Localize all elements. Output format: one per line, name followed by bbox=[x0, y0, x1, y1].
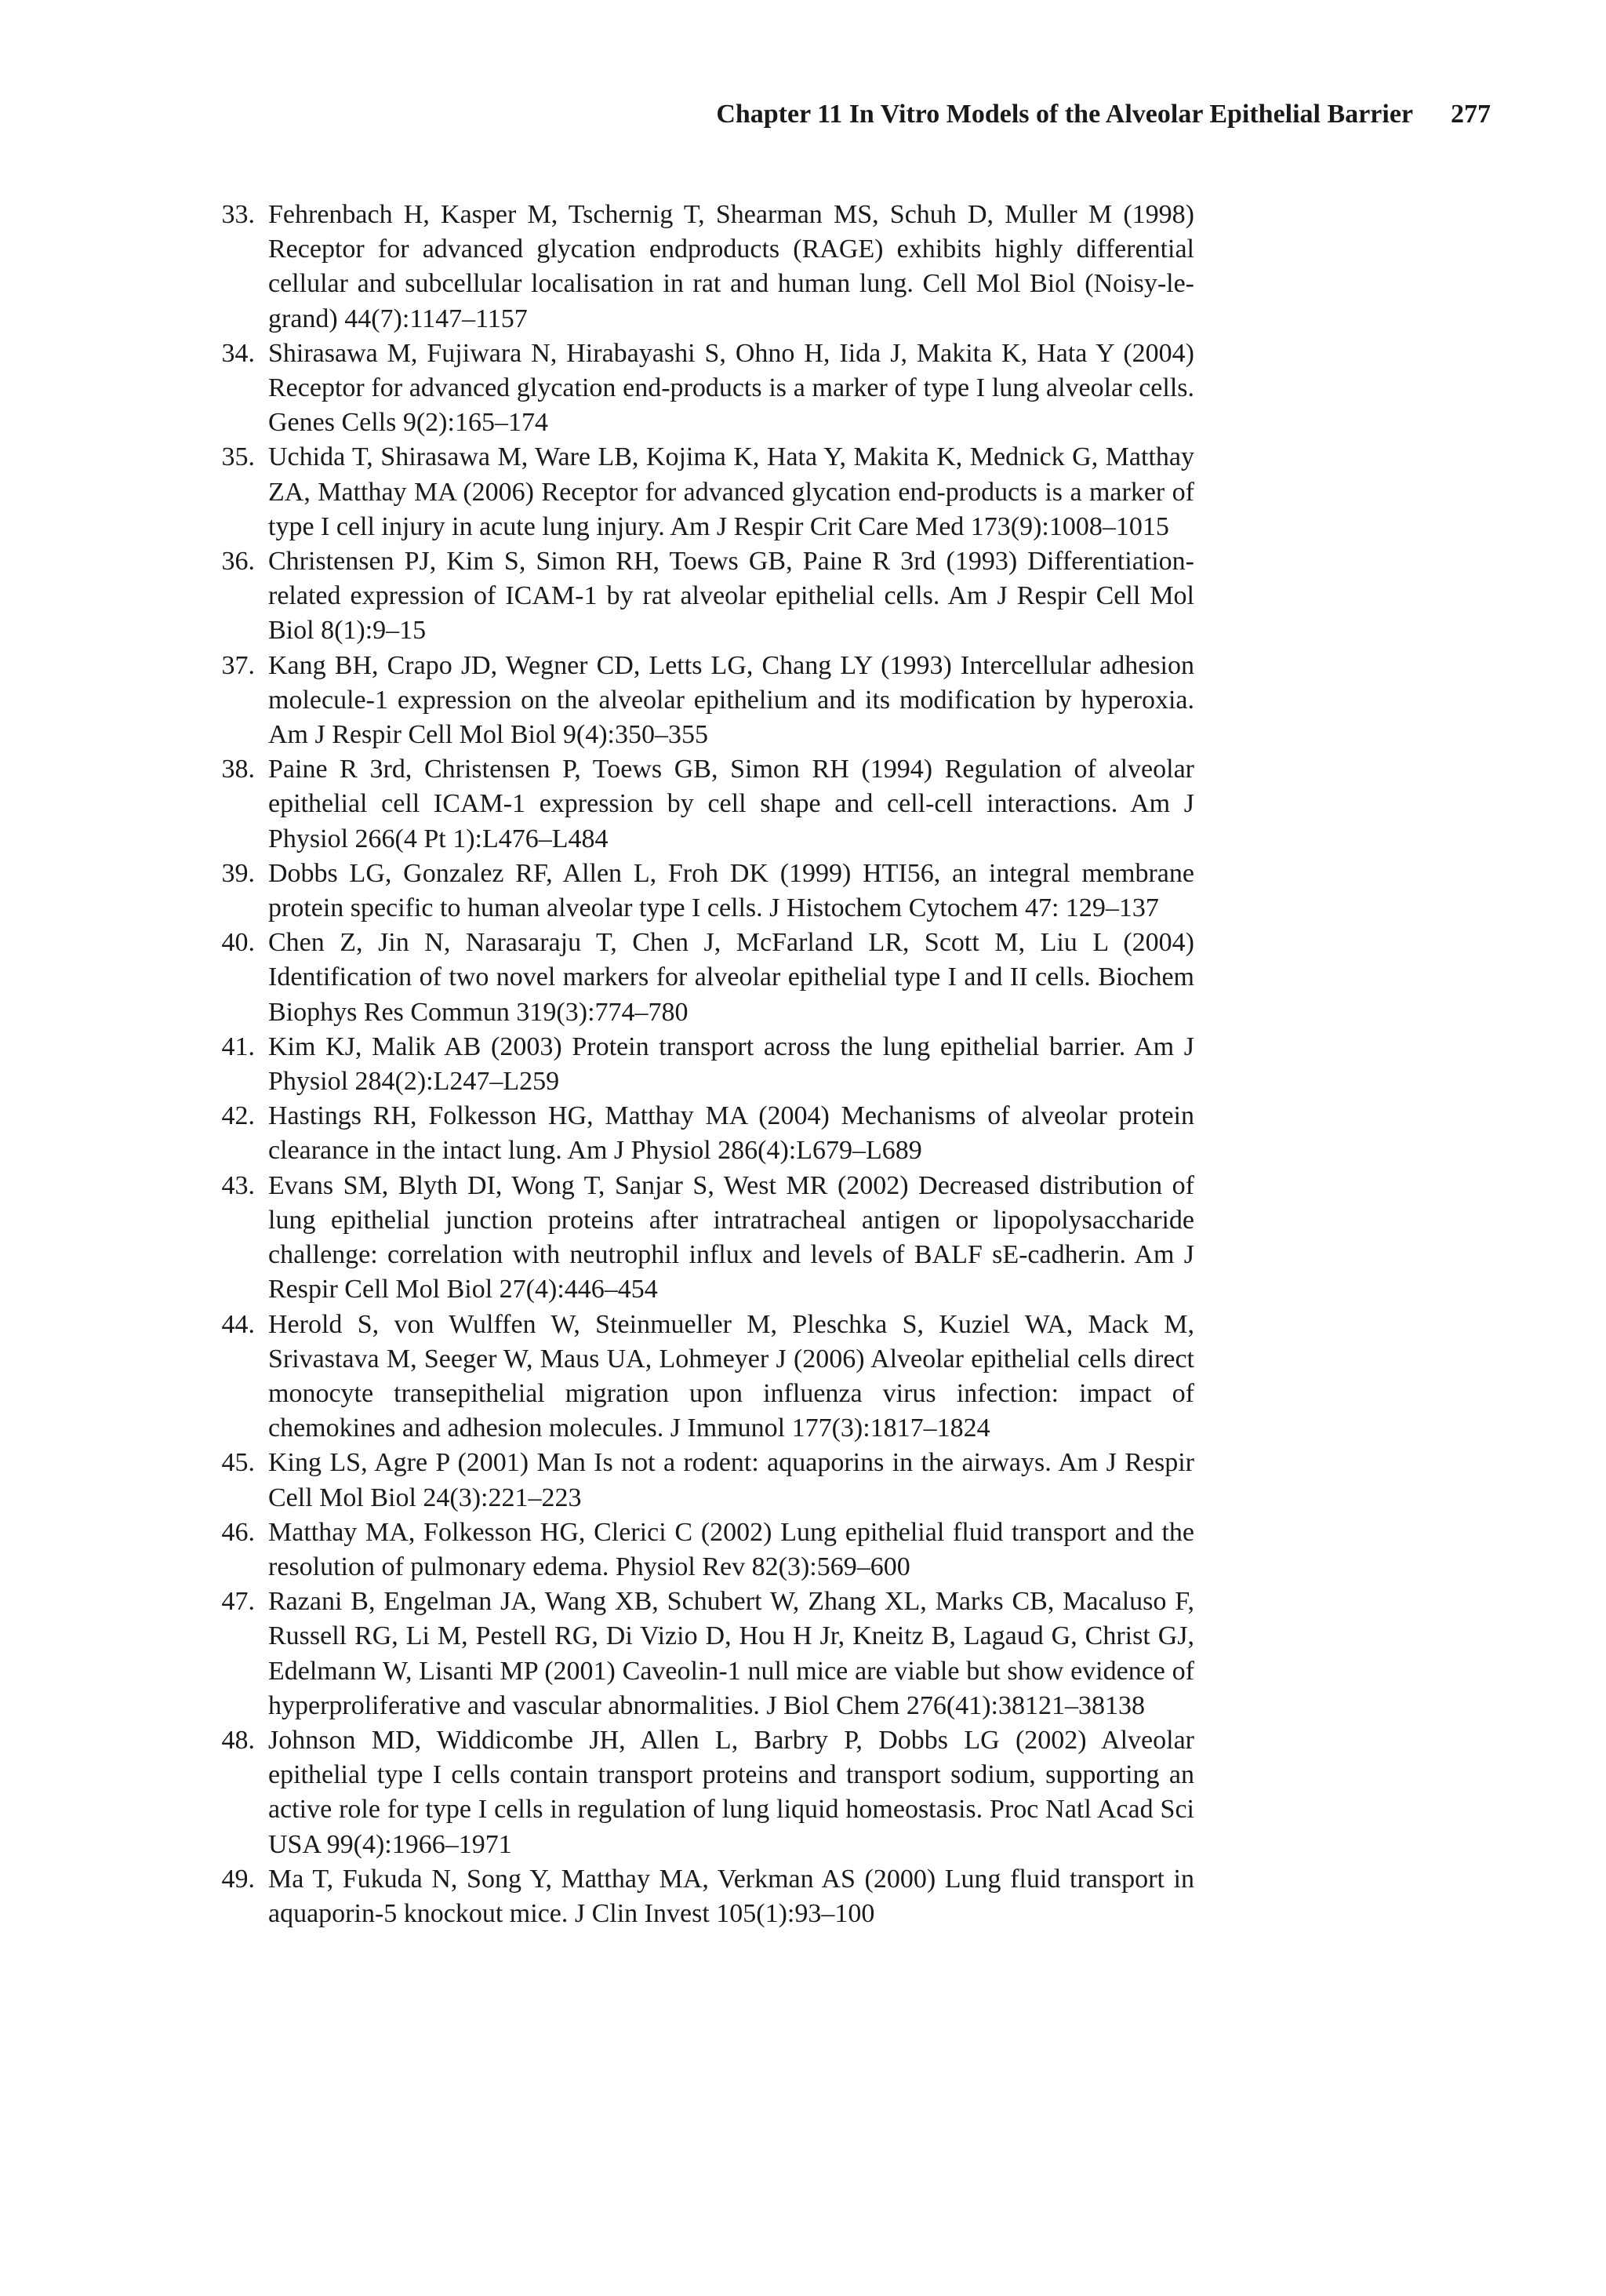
reference-text: Matthay MA, Folkesson HG, Clerici C (2002) Lung epithelial fluid transport and the resolution of pulmonary edema. Physiol Rev 82(3):569–600 bbox=[268, 1517, 1194, 1581]
reference-text: Kang BH, Crapo JD, Wegner CD, Letts LG, Chang LY (1993) Intercellular adhesion molecule-1 expression on the alveolar epithelium and its modification by hyperoxia. Am J Respir Cell Mol Biol 9(4):350–355 bbox=[268, 650, 1194, 750]
reference-text: King LS, Agre P (2001) Man Is not a rodent: aquaporins in the airways. Am J Respir Cell Mol Biol 24(3):221–223 bbox=[268, 1448, 1194, 1512]
reference-number: 38. bbox=[221, 755, 255, 784]
reference-item bbox=[208, 337, 1194, 441]
reference-item bbox=[208, 752, 1194, 857]
reference-number: 42. bbox=[221, 1101, 255, 1131]
chapter-title: Chapter 11 In Vitro Models of the Alveolar Epithelial Barrier bbox=[716, 100, 1413, 129]
reference-number: 43. bbox=[221, 1170, 255, 1200]
reference-item bbox=[208, 857, 1194, 926]
reference-item bbox=[208, 544, 1194, 649]
reference-number: 45. bbox=[221, 1448, 255, 1478]
reference-number: 33. bbox=[221, 200, 255, 229]
reference-number: 41. bbox=[221, 1032, 255, 1061]
reference-item bbox=[208, 1030, 1194, 1099]
reference-number: 48. bbox=[221, 1725, 255, 1755]
reference-text: Chen Z, Jin N, Narasaraju T, Chen J, McFarland LR, Scott M, Liu L (2004) Identification of two novel markers for alveolar epithelial type I and II cells. Biochem Biophys Res Commun 319(3):774–780 bbox=[268, 928, 1194, 1027]
reference-text: Hastings RH, Folkesson HG, Matthay MA (2004) Mechanisms of alveolar protein clearance in the intact lung. Am J Physiol 286(4):L679–L689 bbox=[268, 1101, 1194, 1166]
reference-item bbox=[208, 198, 1194, 337]
reference-number: 46. bbox=[221, 1517, 255, 1547]
reference-list bbox=[208, 198, 1194, 1931]
reference-item bbox=[208, 1308, 1194, 1446]
reference-number: 40. bbox=[221, 928, 255, 958]
reference-number: 37. bbox=[221, 650, 255, 680]
reference-item bbox=[208, 649, 1194, 753]
reference-text: Razani B, Engelman JA, Wang XB, Schubert W, Zhang XL, Marks CB, Macaluso F, Russell RG, Li M, Pestell RG, Di Vizio D, Hou H Jr, Kneitz B, Lagaud G, Christ GJ, Edelmann W, Lisanti MP (2001) Caveolin-1 null mice are viable but show evidence of hyperproliferative and vascular abnormalities. J Biol Chem 276(41):38121–38138 bbox=[268, 1587, 1194, 1720]
reference-text: Ma T, Fukuda N, Song Y, Matthay MA, Verkman AS (2000) Lung fluid transport in aquaporin-5 knockout mice. J Clin Invest 105(1):93–100 bbox=[268, 1864, 1194, 1928]
reference-text: Fehrenbach H, Kasper M, Tschernig T, Shearman MS, Schuh D, Muller M (1998) Receptor for advanced glycation endproducts (RAGE) exhibits highly differential cellular and subcellular localisation in rat and human lung. Cell Mol Biol (Noisy-le-grand) 44(7):1147–1157 bbox=[268, 200, 1194, 333]
reference-text: Herold S, von Wulffen W, Steinmueller M, Pleschka S, Kuziel WA, Mack M, Srivastava M, Seeger W, Maus UA, Lohmeyer J (2006) Alveolar epithelial cells direct monocyte transepithelial migration upon influenza virus infection: impact of chemokines and adhesion molecules. J Immunol 177(3):1817–1824 bbox=[268, 1309, 1194, 1443]
reference-number: 49. bbox=[221, 1864, 255, 1894]
reference-text: Shirasawa M, Fujiwara N, Hirabayashi S, Ohno H, Iida J, Makita K, Hata Y (2004) Receptor for advanced glycation end-products is a marker of type I lung alveolar cells. Genes Cells 9(2):165–174 bbox=[268, 338, 1194, 438]
reference-item bbox=[208, 1446, 1194, 1515]
page-number: 277 bbox=[1451, 100, 1491, 129]
reference-item bbox=[208, 440, 1194, 544]
reference-number: 39. bbox=[221, 858, 255, 888]
reference-text: Kim KJ, Malik AB (2003) Protein transport across the lung epithelial barrier. Am J Physiol 284(2):L247–L259 bbox=[268, 1032, 1194, 1097]
reference-item bbox=[208, 926, 1194, 1030]
reference-number: 44. bbox=[221, 1309, 255, 1339]
reference-item bbox=[208, 1099, 1194, 1168]
reference-text: Dobbs LG, Gonzalez RF, Allen L, Froh DK (1999) HTI56, an integral membrane protein specific to human alveolar type I cells. J Histochem Cytochem 47: 129–137 bbox=[268, 858, 1194, 923]
reference-number: 36. bbox=[221, 547, 255, 577]
reference-number: 47. bbox=[221, 1587, 255, 1617]
reference-text: Evans SM, Blyth DI, Wong T, Sanjar S, West MR (2002) Decreased distribution of lung epithelial junction proteins after intratracheal antigen or lipopolysaccharide challenge: correlation with neutrophil influx and levels of BALF sE-cadherin. Am J Respir Cell Mol Biol 27(4):446–454 bbox=[268, 1170, 1194, 1304]
reference-text: Johnson MD, Widdicombe JH, Allen L, Barbry P, Dobbs LG (2002) Alveolar epithelial type I cells contain transport proteins and transport sodium, supporting an active role for type I cells in regulation of lung liquid homeostasis. Proc Natl Acad Sci USA 99(4):1966–1971 bbox=[268, 1725, 1194, 1859]
running-head bbox=[716, 99, 1491, 130]
reference-item bbox=[208, 1723, 1194, 1862]
reference-text: Christensen PJ, Kim S, Simon RH, Toews GB, Paine R 3rd (1993) Differentiation-related expression of ICAM-1 by rat alveolar epithelial cells. Am J Respir Cell Mol Biol 8(1):9–15 bbox=[268, 547, 1194, 646]
reference-item bbox=[208, 1169, 1194, 1308]
reference-text: Paine R 3rd, Christensen P, Toews GB, Simon RH (1994) Regulation of alveolar epithelial cell ICAM-1 expression by cell shape and cell-cell interactions. Am J Physiol 266(4 Pt 1):L476–L484 bbox=[268, 755, 1194, 853]
reference-number: 35. bbox=[221, 442, 255, 472]
reference-item bbox=[208, 1516, 1194, 1585]
reference-item bbox=[208, 1585, 1194, 1723]
reference-text: Uchida T, Shirasawa M, Ware LB, Kojima K, Hata Y, Makita K, Mednick G, Matthay ZA, Matthay MA (2006) Receptor for advanced glycation end-products is a marker of type I cell injury in acute lung injury. Am J Respir Crit Care Med 173(9):1008–1015 bbox=[268, 442, 1194, 541]
reference-number: 34. bbox=[221, 338, 255, 368]
reference-item bbox=[208, 1862, 1194, 1931]
